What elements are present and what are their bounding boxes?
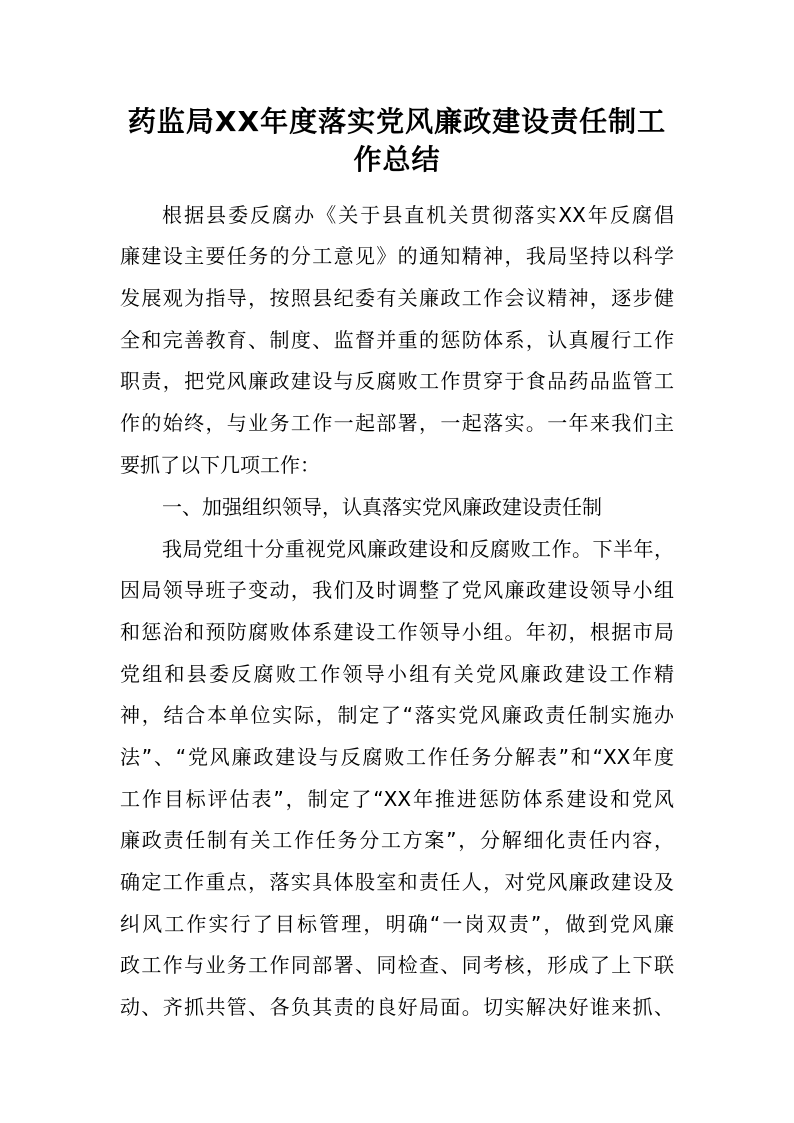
document-title-line-1: 药监局XX年度落实党风廉政建设责任制工 <box>127 105 667 138</box>
paragraph-1-line: 廉建设主要任务的分工意见》的通知精神，我局坚持以科学 <box>120 244 674 268</box>
paragraph-2-line: 神，结合本单位实际，制定了“落实党风廉政责任制实施办 <box>120 703 674 727</box>
paragraph-2-line: 法”、“党风廉政建设与反腐败工作任务分解表”和“XX年度 <box>120 745 674 769</box>
section-1-heading: 一、加强组织领导，认真落实党风廉政建设责任制 <box>162 495 602 519</box>
paragraph-2-line: 党组和县委反腐败工作领导小组有关党风廉政建设工作精 <box>120 662 674 686</box>
paragraph-2-line: 确定工作重点，落实具体股室和责任人，对党风廉政建设及 <box>120 870 674 894</box>
paragraph-2-line: 纠风工作实行了目标管理，明确“一岗双责”，做到党风廉 <box>120 912 674 936</box>
paragraph-1-line: 全和完善教育、制度、监督并重的惩防体系，认真履行工作 <box>120 328 674 352</box>
document-title-line-2: 作总结 <box>353 143 441 176</box>
paragraph-1-line: 发展观为指导，按照县纪委有关廉政工作会议精神，逐步健 <box>120 286 674 310</box>
paragraph-1-line: 根据县委反腐办《关于县直机关贯彻落实XX年反腐倡 <box>162 203 674 227</box>
paragraph-1-line: 要抓了以下几项工作： <box>120 453 320 477</box>
paragraph-2-line: 动、齐抓共管、各负其责的良好局面。切实解决好谁来抓、 <box>120 995 674 1019</box>
paragraph-1-line: 职责，把党风廉政建设与反腐败工作贯穿于食品药品监管工 <box>120 369 674 393</box>
paragraph-2-line: 因局领导班子变动，我们及时调整了党风廉政建设领导小组 <box>120 578 674 602</box>
paragraph-2-line: 廉政责任制有关工作任务分工方案”，分解细化责任内容， <box>120 828 674 852</box>
paragraph-2-line: 我局党组十分重视党风廉政建设和反腐败工作。下半年， <box>162 537 674 561</box>
paragraph-1-line: 作的始终，与业务工作一起部署，一起落实。一年来我们主 <box>120 411 674 435</box>
paragraph-2-line: 政工作与业务工作同部署、同检查、同考核，形成了上下联 <box>120 953 674 977</box>
paragraph-2-line: 和惩治和预防腐败体系建设工作领导小组。年初，根据市局 <box>120 620 674 644</box>
paragraph-2-line: 工作目标评估表”，制定了“XX年推进惩防体系建设和党风 <box>120 787 674 811</box>
